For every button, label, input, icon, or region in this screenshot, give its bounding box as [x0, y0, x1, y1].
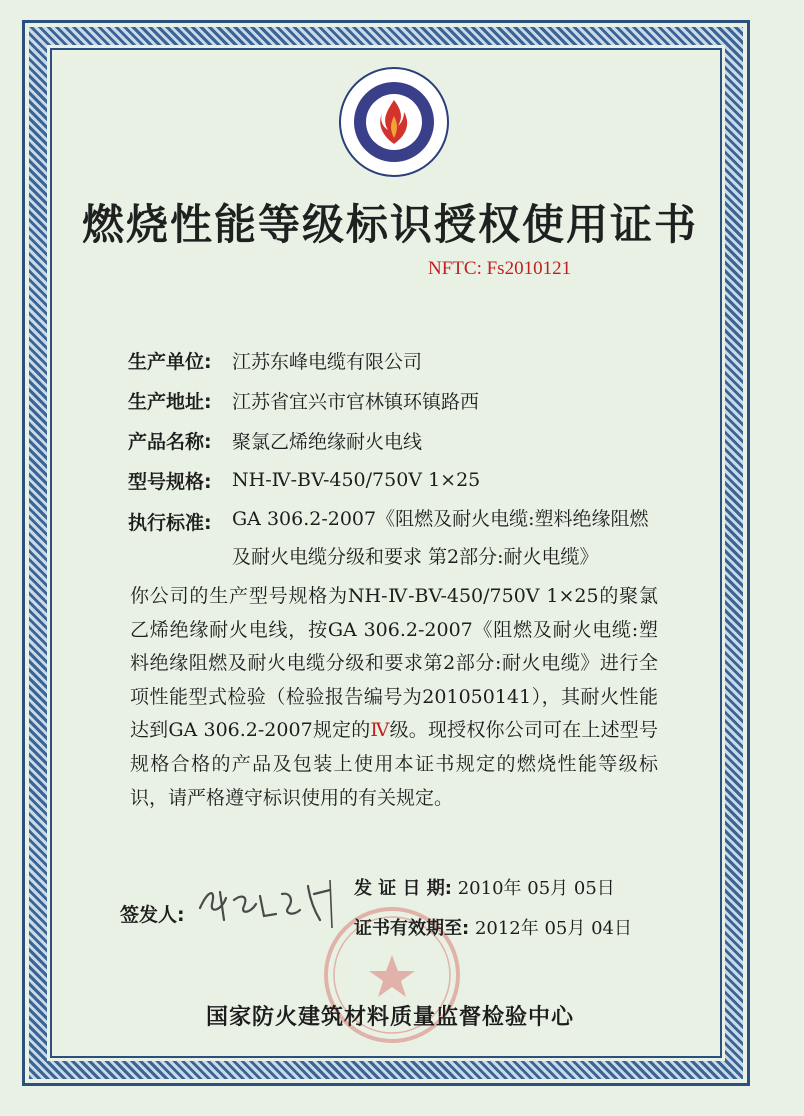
address-label: 生产地址: — [128, 390, 212, 413]
issuing-organization: 国家防火建筑材料质量监督检验中心 — [205, 1005, 574, 1030]
standard-value-line2: 及耐火电缆分级和要求 第2部分:耐火电缆》 — [232, 546, 599, 568]
address-value: 江苏省宜兴市官林镇环镇路西 — [232, 390, 480, 413]
fire-resistance-grade: Ⅳ — [370, 719, 390, 742]
body-text-part2: 级。现授权你公司可在上述型号规格合格的产品及包装上使用本证书规定的燃烧性能等级标识，请严格遵守标识使用的有关规定。 — [130, 719, 658, 809]
certificate-fields — [128, 340, 688, 576]
expiry-date-label: 证书有效期至: — [354, 918, 470, 939]
issue-date-value: 2010年 05月 05日 — [457, 878, 615, 899]
certificate-number — [428, 258, 571, 280]
standard-value — [232, 500, 649, 576]
standard-row — [128, 500, 688, 576]
issue-date-row — [354, 874, 615, 900]
certificate-title: 燃烧性能等级标识授权使用证书 — [81, 200, 698, 249]
issue-date-label: 发 证 日 期: — [354, 878, 452, 899]
issuer-label: 签发人: — [120, 904, 185, 926]
certificate-number-value: Fs2010121 — [486, 258, 572, 279]
certificate-number-label: NFTC: — [428, 258, 482, 279]
address-row — [128, 380, 688, 420]
model-label: 型号规格: — [128, 470, 212, 493]
expiry-date-row — [354, 914, 632, 940]
product-label: 产品名称: — [128, 430, 212, 453]
manufacturer-row — [128, 340, 688, 380]
center-emblem-logo — [338, 66, 450, 178]
manufacturer-value: 江苏东峰电缆有限公司 — [232, 350, 423, 373]
expiry-date-value: 2012年 05月 04日 — [474, 918, 632, 939]
standard-label: 执行标准: — [128, 512, 212, 534]
standard-value-line1: GA 306.2-2007《阻燃及耐火电缆:塑料绝缘阻燃 — [232, 508, 649, 530]
manufacturer-label: 生产单位: — [128, 350, 212, 373]
model-value: NH-Ⅳ-BV-450/750V 1×25 — [232, 469, 481, 491]
product-row — [128, 420, 688, 460]
model-row — [128, 460, 688, 500]
body-text-part1: 你公司的生产型号规格为NH-Ⅳ-BV-450/750V 1×25的聚氯乙烯绝缘耐火电线，按GA 306.2-2007《阻燃及耐火电缆:塑料绝缘阻燃及耐火电缆分级和要求第2部分:耐火电缆》进行全项性能型式检验（检验报告编号为201050141），其耐火性能达到GA 306.2-2007规定的 — [130, 585, 658, 742]
certificate-body — [130, 580, 658, 815]
product-value: 聚氯乙烯绝缘耐火电线 — [232, 430, 423, 453]
